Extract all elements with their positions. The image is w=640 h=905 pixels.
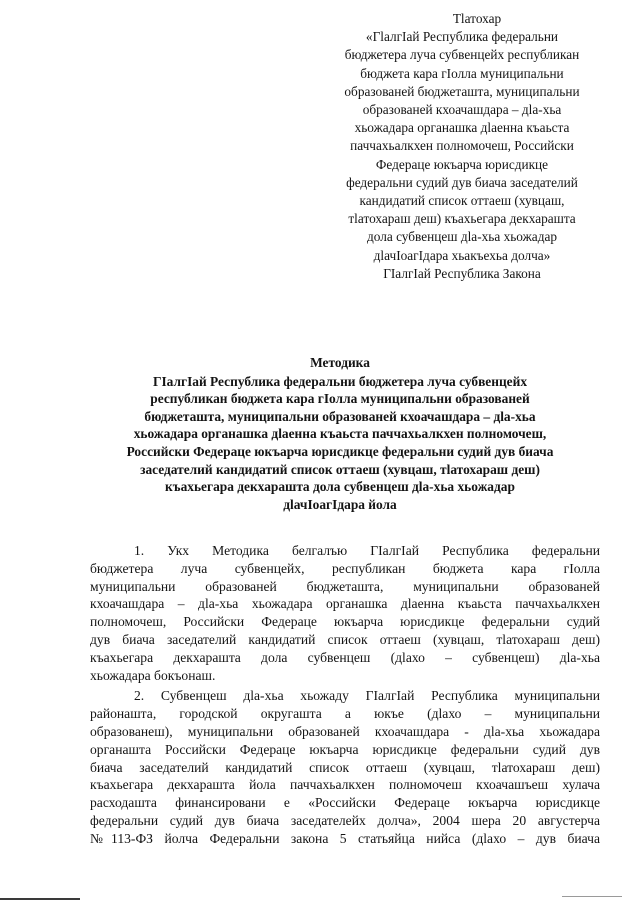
body-line: районашта, городской округашта а юкъе (дlахо – муниципальни	[90, 706, 600, 722]
paragraph-2	[90, 687, 600, 847]
document-body	[90, 542, 600, 848]
body-line: органашта Российски Федераце юкъарча юрисдикце федеральни судий дув	[90, 741, 600, 757]
appendix-line: образованей бюджеташта, муниципальни	[344, 83, 580, 99]
document-heading: Методика	[310, 355, 370, 370]
body-line: кхоачашдара – дlа-хьа хьожадара органашка дlаенна къаьста паччахьалкхен	[90, 596, 600, 612]
appendix-label: Тlатохар	[452, 11, 502, 26]
title-line: дlачIоагIдара йола	[283, 496, 397, 512]
appendix-line: бюджетера луча субвенцейх республикан	[344, 47, 580, 63]
appendix-line: образованей кхоачашдара – дlа-хьа	[362, 102, 562, 118]
body-line: муниципальни образованей бюджеташта, муниципальни образованей	[90, 578, 600, 594]
body-line: биача заседателий кандидатий список оттаеш (хувцаш, тlатохараш деш)	[90, 759, 600, 775]
appendix-line: кандидатий список оттаеш (хувцаш,	[359, 193, 565, 209]
title-line: заседателий кандидатий список оттаеш (хувцаш, тlатохараш деш)	[140, 461, 540, 477]
body-line: расходашта финансировани е «Российски Федераце юкъарча юрисдикце	[90, 795, 600, 811]
scan-edge-mark	[562, 896, 622, 897]
body-line: образованеш), муниципальни образованей кхоачашдара - дlа-хьа хьожадара	[90, 723, 600, 739]
body-line: къахьегара декхараштa йола паччахьалкхен полномочеш кхоачашъеш хулача	[90, 777, 600, 793]
body-line: полномочеш, Российски Федераце юкъарча юрисдикце федеральни судий	[90, 614, 600, 630]
paragraph-1	[90, 542, 600, 684]
title-line: бюджеташта, муниципальни образованей кхоачашдара – дlа-хьа	[144, 408, 536, 424]
appendix-line: Федераце юкъарча юрисдикце	[375, 156, 549, 172]
title-line: Российски Федераце юкъарча юрисдикце федеральни судий дув биача	[126, 443, 554, 459]
title-line: хьожадара органашка дlаенна къаьста паччахьалкхен полномочеш,	[133, 426, 547, 442]
body-line: №113-ФЗ йолча Федеральни закона 5 статьяйца нийса (дlахо – дув биача	[90, 830, 600, 846]
appendix-line: дола субвенцеш дlа-хьа хьожадар	[366, 229, 558, 245]
body-line: 1. Укх Методика белгалъю ГIалгIай Республика федеральни	[134, 543, 600, 558]
appendix-line: бюджета кара гIолла муниципальни	[360, 65, 564, 81]
body-line: хьожадара бокъонаш.	[90, 667, 216, 683]
appendix-line: хьожадара органашка дlаенна къаьста	[354, 120, 570, 136]
appendix-line: федеральни судий дув биача заседателий	[346, 174, 578, 190]
body-line: бюджетера луча субвенцейх, республикан бюджета кара гIолла	[90, 560, 600, 576]
document-title-block	[60, 354, 620, 513]
appendix-line: тlатохараш деш) къахьегара декхараштa	[348, 211, 576, 227]
title-line: къахьегара декхараштa дола субвенцеш дlа-хьа хьожадар	[165, 479, 515, 495]
body-line: къахьегара декхараштa дола субвенцеш (дlахо – субвенцеш) дlа-хьа	[90, 649, 600, 665]
appendix-header	[316, 10, 608, 283]
body-line: федеральни судий дув биача заседателейх долча», 2004 шера 20 августерча	[90, 812, 600, 828]
appendix-line: «ГlалгIай Республика федеральни	[365, 29, 559, 45]
scan-edge-line	[0, 898, 80, 900]
body-line: дув биача заседателий кандидатий список оттаеш (хувцаш, тlатохараш деш)	[90, 631, 600, 647]
appendix-line: ГIалгIай Республика Закона	[383, 265, 541, 281]
title-line: республикан бюджета кара гIолла муниципальни образованей	[150, 391, 530, 407]
title-line: ГIалгIай Республика федеральни бюджетера луча субвенцейх	[152, 373, 528, 389]
appendix-line: дlачIоагIдара хьакъехьа долча»	[373, 247, 551, 263]
appendix-line: паччахьалкхен полномочеш, Российски	[350, 138, 574, 154]
body-line: 2. Субвенцеш дlа-хьа хьожаду ГIалгIай Республика муниципальни	[134, 688, 600, 704]
